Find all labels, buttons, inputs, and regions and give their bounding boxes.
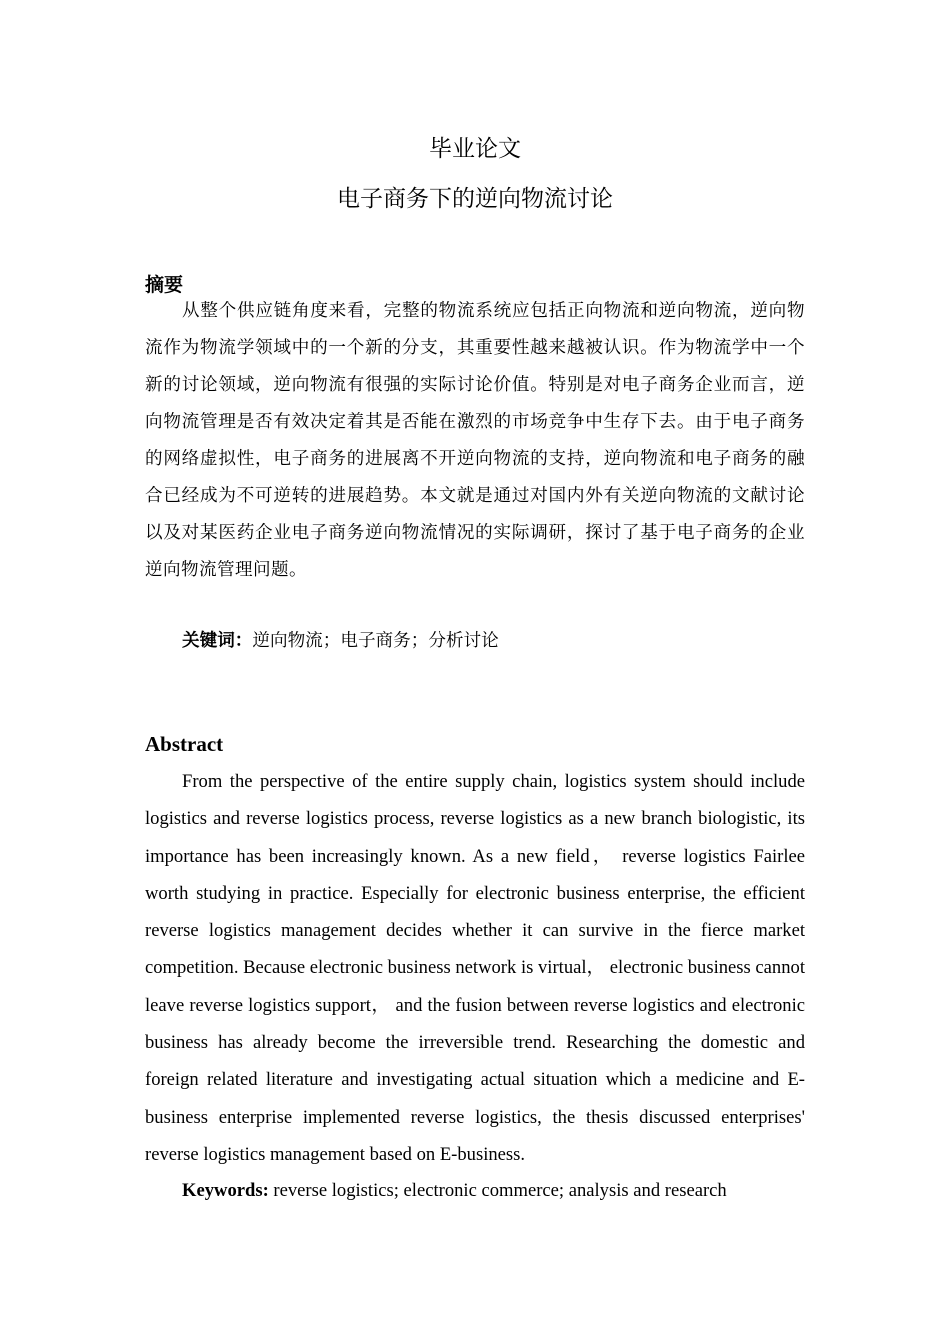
abstract-cn-heading: 摘要	[145, 274, 184, 296]
abstract-en-heading: Abstract	[145, 732, 224, 756]
keywords-cn-values: 逆向物流；电子商务；分析讨论	[252, 631, 499, 651]
keywords-cn	[182, 624, 499, 658]
document-title: 毕业论文	[429, 136, 521, 162]
abstract-cn-body: 从整个供应链角度来看，完整的物流系统应包括正向物流和逆向物流，逆向物流作为物流学领域中的一个新的分支，其重要性越来越被认识。作为物流学中一个新的讨论领域，逆向物流有很强的实际讨论价值。特别是对电子商务企业而言，逆向物流管理是否有效决定着其是否能在激烈的市场竞争中生存下去。由于电子商务的网络虚拟性，电子商务的进展离不开逆向物流的支持，逆向物流和电子商务的融合已经成为不可逆转的进展趋势。本文就是通过对国内外有关逆向物流的文献讨论以及对某医药企业电子商务逆向物流情况的实际调研，探讨了基于电子商务的企业逆向物流管理问题。	[145, 301, 805, 580]
keywords-cn-label: 关键词：	[182, 631, 253, 651]
thesis-title: 电子商务下的逆向物流讨论	[337, 186, 613, 212]
abstract-en-body: From the perspective of the entire supply chain, logistics system should include logistics and reverse logistics process, reverse logistics as a new branch biologistic, its importance has been increasingly known. As a new field， reverse logistics Fairlee worth studying in practice. Especially for electronic business enterprise, the efficient reverse logistics management decides whether it can survive in the fierce market competition. Because electronic business network is virtual， electronic business cannot leave reverse logistics support， and the fusion between reverse logistics and electronic business has already become the irreversible trend. Researching the domestic and foreign related literature and investigating actual situation which a medicine and E-business enterprise implemented reverse logistics, the thesis discussed enterprises' reverse logistics management based on E-business.	[145, 771, 805, 1165]
keywords-en-values: reverse logistics; electronic commerce; analysis and research	[268, 1180, 727, 1201]
keywords-en	[182, 1176, 727, 1206]
keywords-en-label: Keywords:	[182, 1180, 269, 1201]
